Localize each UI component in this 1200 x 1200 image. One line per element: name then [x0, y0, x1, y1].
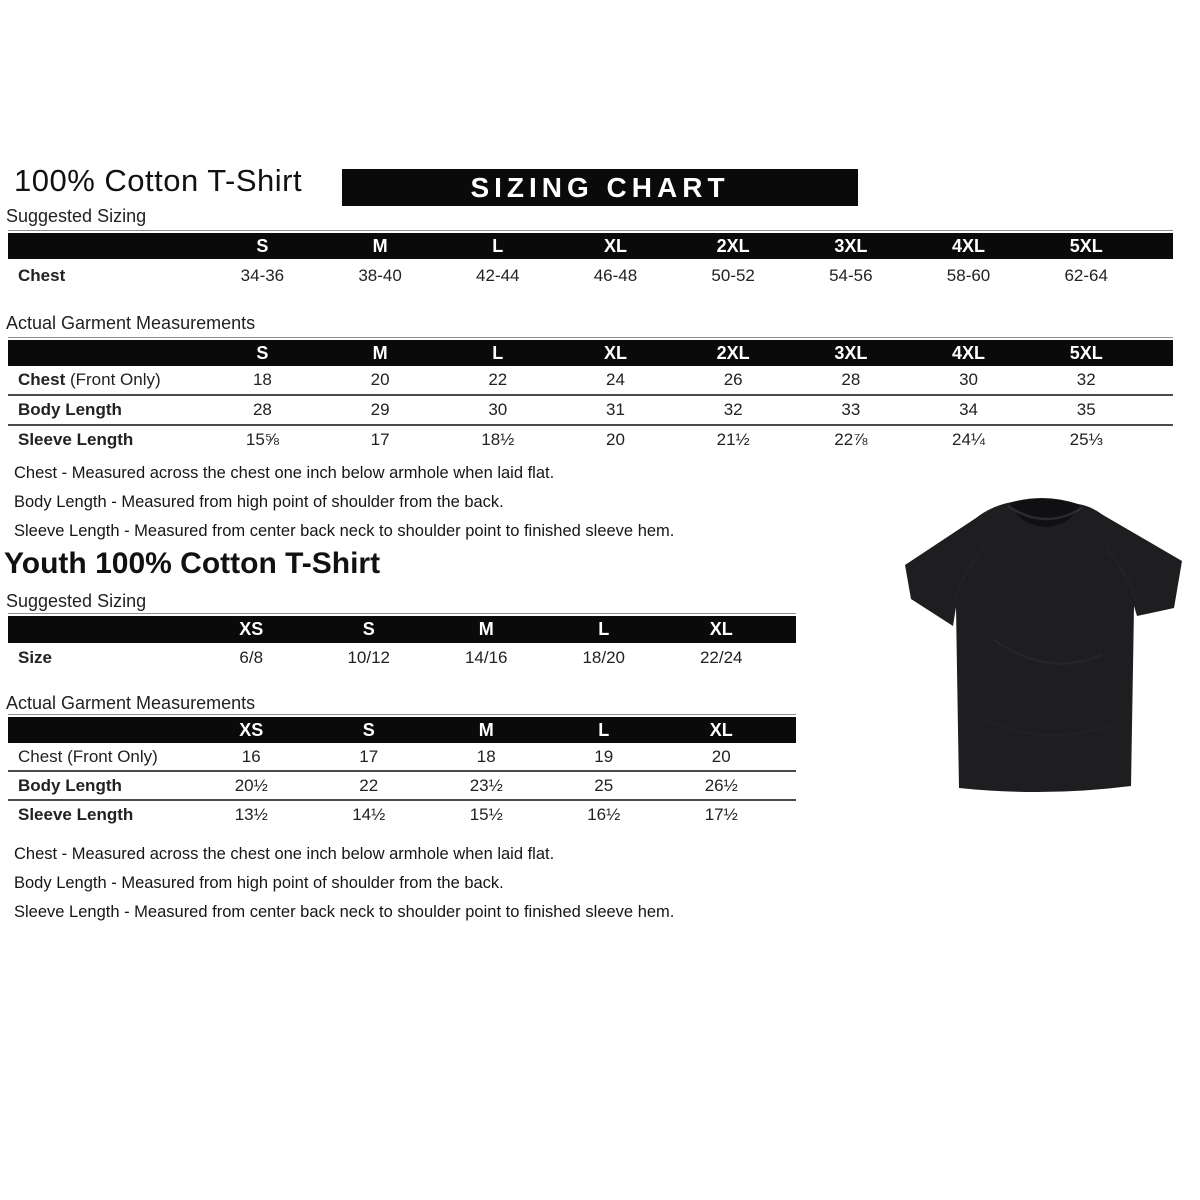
- measurement-value: 20: [370, 370, 390, 389]
- measurement-value: 21½: [716, 430, 750, 449]
- measurement-value: 18: [252, 370, 272, 389]
- table-header-row: [8, 233, 1173, 259]
- row-label-text: Chest (Front Only): [18, 746, 158, 766]
- table-row: [8, 259, 1173, 292]
- tshirt-body: [905, 498, 1182, 792]
- table-row: [8, 743, 796, 772]
- note-line: Sleeve Length - Measured from center back neck to shoulder point to finished sleeve hem.: [14, 903, 675, 921]
- measurement-value: 20: [606, 430, 625, 449]
- measurement-value: 46-48: [593, 265, 638, 285]
- measurement-value: 15⅝: [245, 430, 279, 449]
- measurement-value: 24: [606, 370, 625, 389]
- measurement-value: 35: [1076, 400, 1096, 419]
- measurement-value: 17: [359, 746, 379, 766]
- measurement-value: 18½: [481, 430, 515, 449]
- measurement-value: 14½: [352, 804, 386, 824]
- measurement-value: 18/20: [582, 648, 626, 667]
- measurement-value: 33: [841, 400, 861, 419]
- sizing-chart-banner: SIZING CHART: [342, 169, 858, 206]
- note-line: Body Length - Measured from high point of shoulder from the back.: [14, 874, 504, 892]
- size-column-header: S: [362, 719, 375, 740]
- size-column-header: M: [372, 342, 388, 363]
- measurement-value: 25: [594, 775, 614, 795]
- size-column-header: S: [362, 619, 375, 639]
- youth-measurement-notes: [14, 840, 674, 927]
- youth-section-title: Youth 100% Cotton T-Shirt: [4, 547, 381, 580]
- adult-suggested-sizing-table: [8, 230, 1173, 292]
- measurement-value: 22: [359, 775, 379, 795]
- measurement-value: 38-40: [358, 265, 402, 285]
- youth-suggested-sizing-label: Suggested Sizing: [6, 591, 147, 611]
- measurement-value: 54-56: [829, 265, 873, 285]
- size-column-header: XL: [709, 619, 733, 639]
- row-label: [8, 430, 204, 450]
- measurement-value: 17½: [704, 804, 738, 824]
- table-row: [8, 426, 1173, 454]
- table-header-row: [8, 340, 1173, 366]
- size-column-header: S: [256, 342, 269, 363]
- table-header-row: [8, 717, 796, 743]
- measurement-value: 26½: [704, 775, 738, 795]
- measurement-value: 30: [959, 370, 978, 389]
- size-column-header: 4XL: [952, 342, 986, 363]
- size-column-header: M: [478, 719, 494, 740]
- row-label: [8, 400, 204, 420]
- row-label-suffix: (Front Only): [65, 370, 161, 389]
- measurement-value: 32: [723, 400, 743, 419]
- size-column-header: 2XL: [716, 342, 750, 363]
- row-label: [8, 370, 204, 390]
- youth-suggested-sizing-table: [8, 613, 796, 673]
- measurement-value: 18: [476, 746, 496, 766]
- measurement-value: 15½: [469, 804, 503, 824]
- row-label-text: Body Length: [18, 775, 122, 795]
- row-label: [8, 648, 193, 668]
- measurement-value: 31: [606, 400, 625, 419]
- note-line: Chest - Measured across the chest one inch below armhole when laid flat.: [14, 464, 555, 482]
- measurement-value: 62-64: [1064, 265, 1108, 285]
- adult-actual-measurements-table: [8, 337, 1173, 454]
- row-label-text: Chest: [18, 370, 66, 389]
- table-row: [8, 801, 796, 828]
- adult-actual-measurements-label: Actual Garment Measurements: [6, 313, 256, 333]
- table-row: [8, 772, 796, 801]
- measurement-value: 42-44: [476, 265, 520, 285]
- size-column-header: L: [598, 619, 610, 639]
- measurement-value: 23½: [469, 775, 503, 795]
- page-title: 100% Cotton T-Shirt: [14, 163, 303, 198]
- size-column-header: XL: [603, 342, 627, 363]
- table-row: [8, 643, 796, 673]
- measurement-value: 16½: [587, 804, 621, 824]
- size-column-header: M: [372, 235, 388, 256]
- measurement-value: 32: [1076, 370, 1096, 389]
- row-label: [8, 805, 193, 825]
- measurement-value: 20½: [234, 775, 268, 795]
- measurement-value: 28: [841, 370, 861, 389]
- measurement-value: 28: [252, 400, 272, 419]
- measurement-value: 34-36: [240, 265, 285, 285]
- size-column-header: XL: [603, 235, 627, 256]
- size-column-header: XS: [239, 719, 264, 740]
- size-column-header: XL: [709, 719, 733, 740]
- row-label-text: Sleeve Length: [18, 804, 134, 824]
- measurement-value: 58-60: [946, 265, 991, 285]
- adult-suggested-sizing-label: Suggested Sizing: [6, 206, 147, 226]
- row-label-text: Size: [18, 648, 53, 667]
- size-column-header: XS: [239, 619, 264, 639]
- note-line: Body Length - Measured from high point of shoulder from the back.: [14, 493, 504, 511]
- table-row: [8, 366, 1173, 396]
- size-column-header: 5XL: [1069, 342, 1103, 363]
- measurement-value: 19: [594, 746, 614, 766]
- measurement-value: 25⅓: [1069, 430, 1103, 449]
- measurement-value: 24¼: [951, 430, 986, 449]
- measurement-value: 30: [488, 400, 508, 419]
- measurement-value: 22/24: [699, 648, 743, 667]
- note-line: Sleeve Length - Measured from center back neck to shoulder point to finished sleeve hem.: [14, 522, 675, 540]
- measurement-value: 10/12: [347, 648, 391, 667]
- row-label-text: Sleeve Length: [18, 430, 134, 449]
- row-label: [8, 266, 204, 286]
- row-label-text: Body Length: [18, 400, 122, 419]
- row-label: [8, 747, 193, 767]
- measurement-value: 29: [370, 400, 390, 419]
- row-label: [8, 776, 193, 796]
- youth-actual-measurements-label: Actual Garment Measurements: [6, 693, 256, 713]
- measurement-value: 16: [241, 746, 261, 766]
- measurement-value: 22: [488, 370, 508, 389]
- measurement-value: 6/8: [239, 648, 264, 667]
- measurement-value: 22⅞: [834, 430, 868, 449]
- black-tshirt-photo: [898, 489, 1194, 804]
- measurement-value: 50-52: [711, 265, 755, 285]
- size-column-header: M: [478, 619, 494, 639]
- size-column-header: 5XL: [1069, 235, 1103, 256]
- size-column-header: 4XL: [952, 235, 986, 256]
- youth-actual-measurements-table: [8, 714, 796, 828]
- measurement-value: 34: [959, 400, 978, 419]
- measurement-value: 14/16: [464, 648, 508, 667]
- size-column-header: L: [492, 342, 504, 363]
- adult-measurement-notes: [14, 459, 674, 546]
- size-column-header: 3XL: [834, 235, 868, 256]
- table-row: [8, 396, 1173, 426]
- size-column-header: L: [598, 719, 610, 740]
- note-line: Chest - Measured across the chest one inch below armhole when laid flat.: [14, 845, 555, 863]
- measurement-value: 17: [370, 430, 390, 449]
- row-label-text: Chest: [18, 265, 66, 285]
- table-header-row: [8, 616, 796, 643]
- size-column-header: 3XL: [834, 342, 868, 363]
- measurement-value: 20: [711, 746, 731, 766]
- size-column-header: L: [492, 235, 504, 256]
- size-column-header: 2XL: [716, 235, 750, 256]
- measurement-value: 13½: [234, 804, 268, 824]
- size-column-header: S: [256, 235, 269, 256]
- measurement-value: 26: [723, 370, 743, 389]
